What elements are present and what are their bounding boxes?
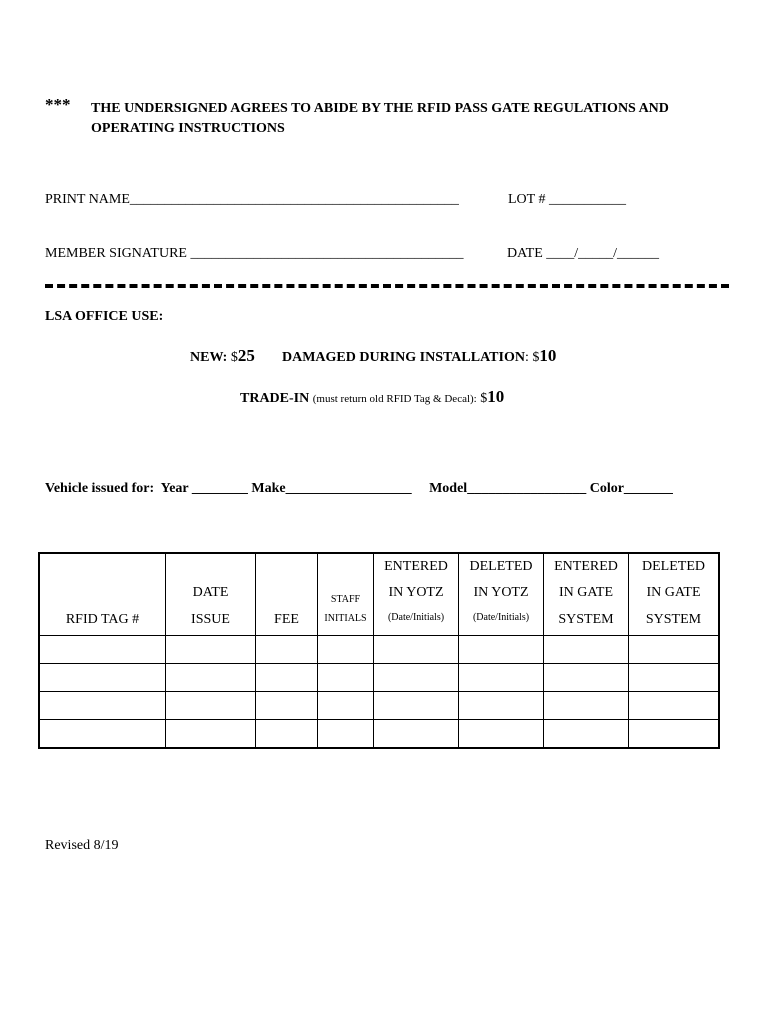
table-cell[interactable]	[166, 720, 256, 749]
table-cell[interactable]	[374, 664, 459, 692]
table-cell[interactable]	[39, 692, 166, 720]
header-text: IN GATE	[646, 585, 701, 600]
new-fee	[190, 346, 255, 366]
table-cell[interactable]	[544, 636, 629, 664]
asterisks: ***	[45, 95, 71, 114]
table-cell[interactable]	[39, 636, 166, 664]
table-row	[39, 636, 719, 664]
lot-label: LOT #	[508, 192, 546, 207]
trade-note: (must return old RFID Tag & Decal):	[312, 393, 477, 405]
new-currency: $	[230, 350, 238, 365]
office-use-heading: LSA OFFICE USE:	[45, 309, 164, 324]
table-cell[interactable]	[166, 664, 256, 692]
table-header-row	[39, 553, 719, 636]
header-text: DELETED	[469, 559, 533, 574]
table-cell[interactable]	[459, 692, 544, 720]
year-line[interactable]: ________	[191, 481, 248, 496]
table-cell[interactable]	[39, 664, 166, 692]
trade-label: TRADE-IN	[240, 391, 310, 406]
color-line[interactable]: _______	[623, 481, 673, 496]
header-text: SYSTEM	[558, 612, 614, 627]
table-cell[interactable]	[629, 692, 720, 720]
vehicle-label: Vehicle issued for:	[45, 481, 155, 496]
table-row	[39, 720, 719, 749]
table-cell[interactable]	[629, 636, 720, 664]
header-entered-yotz	[374, 553, 459, 636]
header-text: ISSUE	[191, 612, 230, 627]
model-label: Model	[429, 481, 468, 496]
header-text: ENTERED	[384, 559, 448, 574]
table-cell[interactable]	[374, 720, 459, 749]
member-signature-field[interactable]	[45, 246, 463, 262]
table-cell[interactable]	[459, 636, 544, 664]
table-cell[interactable]	[256, 664, 318, 692]
header-text: DELETED	[642, 559, 705, 574]
table-cell[interactable]	[544, 692, 629, 720]
header-rfid-tag	[39, 553, 166, 636]
new-label: NEW:	[190, 350, 228, 365]
table-row	[39, 692, 719, 720]
model-line[interactable]: _________________	[467, 481, 587, 496]
table-cell[interactable]	[256, 692, 318, 720]
make-line[interactable]: __________________	[285, 481, 412, 496]
damaged-label: DAMAGED DURING INSTALLATION	[282, 350, 525, 365]
trade-amount: 10	[487, 387, 505, 406]
table-cell[interactable]	[374, 636, 459, 664]
revision-note: Revised 8/19	[45, 838, 119, 853]
new-amount: 25	[237, 346, 255, 365]
print-name-field[interactable]	[45, 192, 459, 208]
agreement-statement: THE UNDERSIGNED AGREES TO ABIDE BY THE RFID PASS GATE REGULATIONS AND OPERATING INSTRUCTIONS	[91, 101, 669, 136]
color-label: Color	[589, 481, 624, 496]
trade-in-fee	[240, 387, 504, 407]
dashed-divider	[45, 284, 729, 288]
damaged-amount: 10	[539, 346, 557, 365]
header-text: (Date/Initials)	[472, 612, 530, 623]
table-cell[interactable]	[318, 636, 374, 664]
header-text: SYSTEM	[645, 612, 702, 627]
table-cell[interactable]	[166, 636, 256, 664]
table-row	[39, 664, 719, 692]
header-fee	[256, 553, 318, 636]
table-cell[interactable]	[318, 720, 374, 749]
table-cell[interactable]	[544, 664, 629, 692]
print-name-label: PRINT NAME	[45, 192, 130, 207]
damaged-fee	[282, 346, 556, 366]
header-text: IN YOTZ	[473, 585, 529, 600]
table-cell[interactable]	[629, 720, 720, 749]
table-cell[interactable]	[459, 720, 544, 749]
header-staff-initials	[318, 553, 374, 636]
date-line: ____/_____/______	[546, 246, 660, 261]
header-deleted-yotz	[459, 553, 544, 636]
date-label: DATE	[507, 246, 543, 261]
header-text: RFID TAG #	[65, 612, 140, 627]
date-field[interactable]	[507, 246, 659, 262]
table-cell[interactable]	[256, 636, 318, 664]
header-deleted-gate	[629, 553, 720, 636]
lot-field[interactable]	[508, 192, 626, 208]
table-cell[interactable]	[318, 664, 374, 692]
header-text: IN YOTZ	[388, 585, 444, 600]
table-cell[interactable]	[544, 720, 629, 749]
damaged-colon: :	[524, 350, 529, 365]
table-cell[interactable]	[374, 692, 459, 720]
header-text: FEE	[274, 612, 299, 627]
table-cell[interactable]	[256, 720, 318, 749]
table-cell[interactable]	[166, 692, 256, 720]
table-cell[interactable]	[318, 692, 374, 720]
signature-label: MEMBER SIGNATURE	[45, 246, 187, 261]
header-date-issue	[166, 553, 256, 636]
header-text: ENTERED	[554, 559, 618, 574]
make-label: Make	[251, 481, 286, 496]
header-text: (Date/Initials)	[387, 612, 445, 623]
header-text: STAFF	[330, 594, 361, 605]
table-cell[interactable]	[459, 664, 544, 692]
header-entered-gate	[544, 553, 629, 636]
vehicle-info-row	[45, 481, 673, 497]
damaged-currency: $	[532, 350, 540, 365]
year-label: Year	[160, 481, 189, 496]
lot-line: ___________	[548, 192, 626, 207]
table-cell[interactable]	[629, 664, 720, 692]
header-text: DATE	[192, 585, 229, 600]
print-name-line: _______________________________________________	[129, 192, 459, 207]
header-text: IN GATE	[558, 585, 614, 600]
header-text: INITIALS	[324, 613, 367, 624]
table-cell[interactable]	[39, 720, 166, 749]
rfid-log-table	[38, 552, 720, 749]
trade-currency: $	[480, 391, 488, 406]
signature-line: _______________________________________	[190, 246, 464, 261]
